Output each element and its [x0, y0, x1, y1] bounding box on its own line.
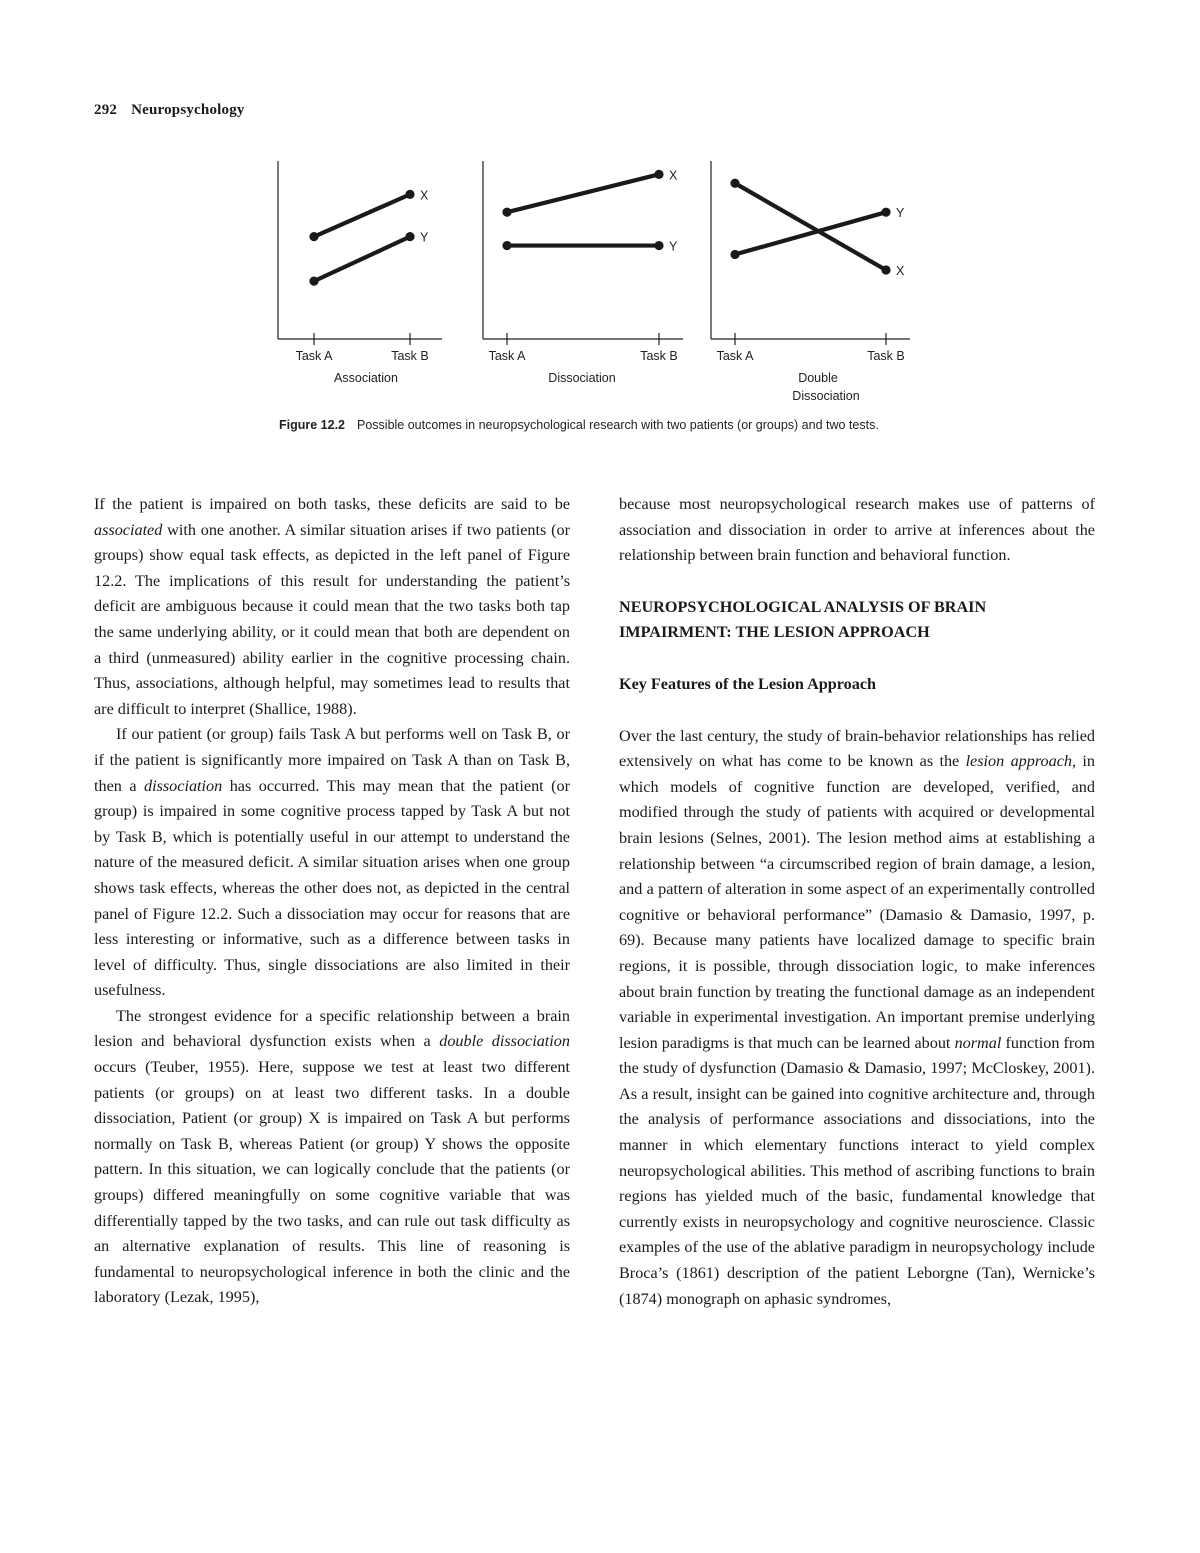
body-column-right — [619, 492, 1095, 1312]
series-label-y: Y — [420, 230, 429, 245]
figure-chart — [270, 155, 920, 415]
data-point-y-task-b — [654, 241, 663, 250]
figure-caption — [279, 416, 919, 435]
data-point-x-task-a — [502, 208, 511, 217]
figure-12-2 — [270, 155, 920, 415]
paragraph: Over the last century, the study of brain-behavior relationships has relied extensively on what has come to be known as the lesion approach, in which models of cognitive function are developed, verified, and modified through the study of patients with acquired or developmental brain lesions (Selnes, 2001). The lesion method aims at establishing a relationship between “a circumscribed region of brain damage, a lesion, and a pattern of alteration in some aspect of an experimentally controlled cognitive or behavioral performance” (Damasio & Damasio, 1997, p. 69). Because many patients have localized damage to specific brain regions, it is possible, through dissociation logic, to make inferences about brain function by treating the functional damage as an independent variable in experimental investigation. An important premise underlying lesion paradigms is that much can be learned about normal function from the study of dysfunction (Damasio & Damasio, 1997; McCloskey, 2001). As a result, insight can be gained into cognitive architecture and, through the analysis of performance associations and dissociations, into the manner in which elementary functions interact to yield complex neuropsychological abilities. This method of ascribing functions to brain regions has yielded much of the basic, fundamental knowledge that currently exists in neuropsychology and cognitive neuroscience. Classic examples of the use of the ablative paradigm in neuropsychology include Broca’s (1861) description of the patient Leborgne (Tan), Wernicke’s (1874) monograph on aphasic syndromes, — [619, 726, 1095, 1308]
tick-label-task-b: Task B — [391, 349, 429, 363]
series-line-x — [314, 194, 410, 236]
tick-label-task-b: Task B — [867, 349, 905, 363]
panel-title-line2: Dissociation — [792, 389, 860, 403]
subsection-heading: Key Features of the Lesion Approach — [619, 674, 877, 693]
panel-double-dissociation — [711, 161, 910, 403]
series-label-x: X — [669, 168, 678, 183]
series-line-y — [735, 212, 886, 254]
paragraph: because most neuropsychological research makes use of patterns of association and dissociation in order to arrive at inferences about the relationship between brain function and behavioral function. — [619, 495, 1095, 565]
paragraph: If our patient (or group) fails Task A but performs well on Task B, or if the patient is significantly more impaired on Task A than on Task B, then a dissociation has occurred. This may mean that the patient (or group) is impaired in some cognitive process tapped by Task A but not by Task B, which is potentially useful in our attempt to understand the nature of the measured deficit. A similar situation arises when one group shows task effects, whereas the other does not, as depicted in the central panel of Figure 12.2. Such a dissociation may occur for reasons that are less interesting or informative, such as a difference between tasks in level of difficulty. Thus, single dissociations are also limited in their usefulness. — [94, 725, 570, 1000]
tick-label-task-a: Task A — [295, 349, 333, 363]
section-heading: NEUROPSYCHOLOGICAL ANALYSIS OF BRAIN IMPAIRMENT: THE LESION APPROACH — [619, 597, 987, 642]
data-point-y-task-a — [730, 250, 739, 259]
series-label-x: X — [420, 188, 429, 203]
caption-text: Possible outcomes in neuropsychological research with two patients (or groups) and two tests. — [357, 418, 879, 432]
data-point-y-task-a — [309, 277, 318, 286]
data-point-x-task-b — [654, 170, 663, 179]
paragraph: If the patient is impaired on both tasks, these deficits are said to be associated with one another. A similar situation arises if two patients (or groups) show equal task effects, as depicted in the left panel of Figure 12.2. The implications of this result for understanding the patient’s deficit are ambiguous because it could mean that the two tasks both tap the same underlying ability, or it could mean that both are dependent on a third (unmeasured) ability earlier in the cognitive processing chain. Thus, associations, although helpful, may sometimes lead to results that are difficult to interpret (Shallice, 1988). — [94, 495, 570, 718]
tick-label-task-a: Task A — [488, 349, 526, 363]
tick-label-task-b: Task B — [640, 349, 678, 363]
data-point-y-task-a — [502, 241, 511, 250]
body-column-left — [94, 492, 570, 1311]
running-title: Neuropsychology — [131, 102, 245, 118]
data-point-x-task-a — [309, 232, 318, 241]
series-label-x: X — [896, 264, 905, 279]
data-point-y-task-b — [405, 232, 414, 241]
data-point-x-task-b — [405, 190, 414, 199]
tick-label-task-a: Task A — [716, 349, 754, 363]
panel-title-line1: Double — [798, 371, 838, 385]
panel-association — [278, 161, 442, 385]
data-point-x-task-b — [881, 265, 890, 274]
page-number: 292 — [94, 102, 118, 118]
series-label-y: Y — [669, 239, 678, 254]
series-line-x — [735, 183, 886, 270]
series-line-x — [507, 174, 659, 212]
series-line-y — [314, 237, 410, 282]
running-head — [94, 102, 245, 119]
panel-title: Dissociation — [548, 371, 616, 385]
data-point-x-task-a — [730, 179, 739, 188]
data-point-y-task-b — [881, 208, 890, 217]
paragraph: The strongest evidence for a specific relationship between a brain lesion and behavioral dysfunction exists when a double dissociation occurs (Teuber, 1955). Here, suppose we test at least two different patients (or groups) on at least two different tasks. In a double dissociation, Patient (or group) X is impaired on Task A but performs normally on Task B, whereas Patient (or group) Y shows the opposite pattern. In this situation, we can logically conclude that the patients (or groups) differed meaningfully on some cognitive variable that was differentially tapped by the two tasks, and can rule out task difficulty as an alternative explanation of results. This line of reasoning is fundamental to neuropsychological inference in both the clinic and the laboratory (Lezak, 1995), — [94, 1006, 570, 1307]
panel-title: Association — [334, 371, 398, 385]
caption-number: Figure 12.2 — [279, 418, 345, 432]
series-label-y: Y — [896, 206, 905, 221]
panel-dissociation — [483, 161, 683, 385]
